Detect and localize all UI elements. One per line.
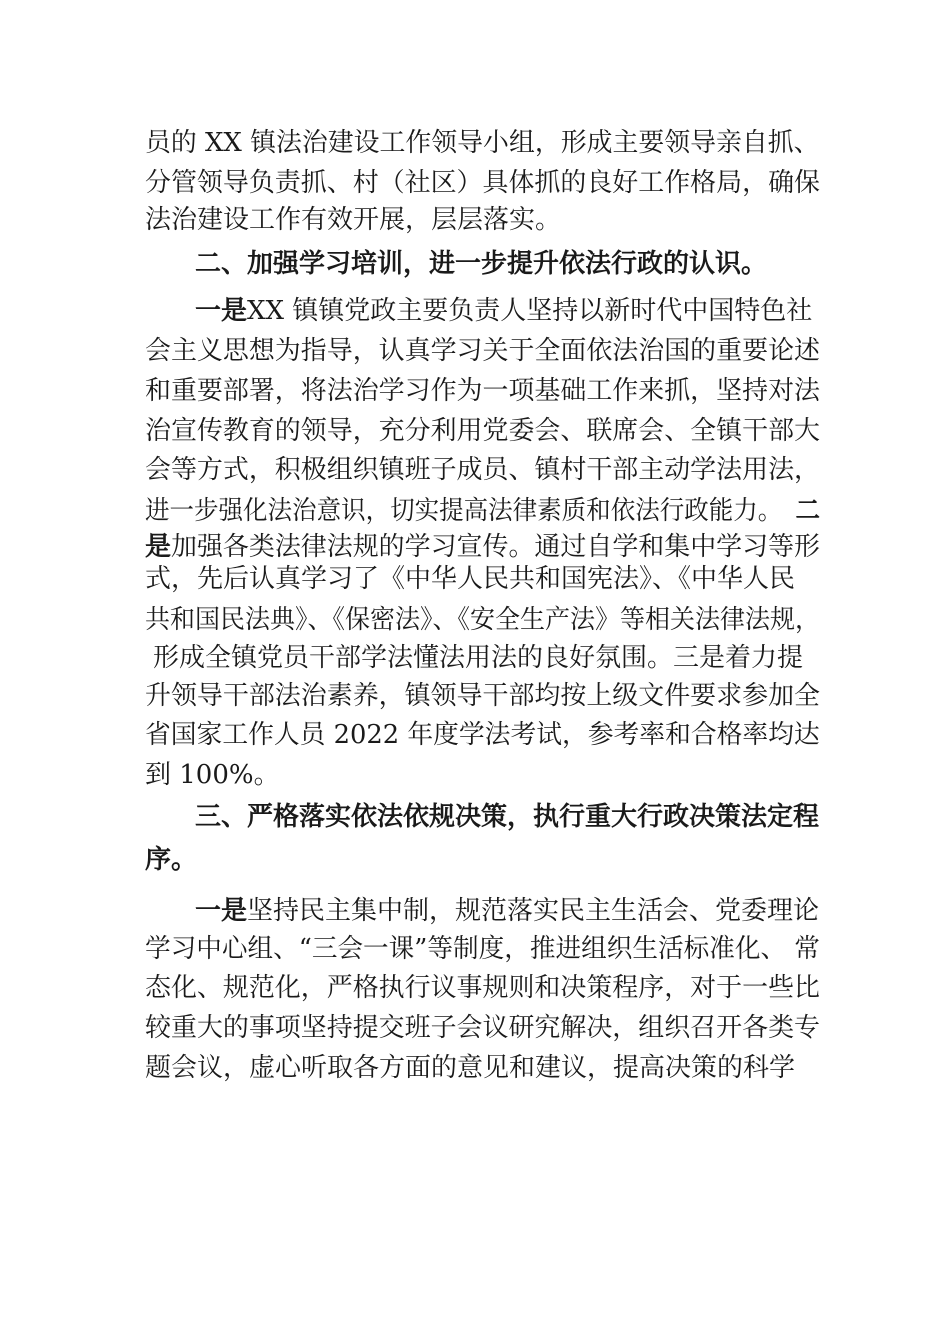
- paragraph-line: 较重大的事项坚持提交班子会议研究解决，组织召开各类专: [145, 1013, 821, 1043]
- paragraph-line: 治宣传教育的领导，充分利用党委会、联席会、全镇干部大: [145, 416, 821, 446]
- paragraph-line: 进一步强化法治意识，切实提高法律素质和依法行政能力。 二: [145, 496, 821, 526]
- paragraph-line: 会主义思想为指导，认真学习关于全面依法治国的重要论述: [145, 336, 821, 366]
- paragraph-line: 共和国民法典》、《保密法》、《安全生产法》等相关法律法规，: [145, 605, 820, 635]
- paragraph-line: 和重要部署，将法治学习作为一项基础工作来抓，坚持对法: [145, 376, 821, 406]
- section-heading-3: 三、严格落实依法依规决策，执行重大行政决策法定程: [195, 802, 820, 832]
- paragraph-line: 题会议，虚心听取各方面的意见和建议，提高决策的科学: [145, 1053, 796, 1083]
- section-heading-2: 二、加强学习培训，进一步提升依法行政的认识。: [195, 249, 768, 279]
- paragraph-line: 一是XX 镇镇党政主要负责人坚持以新时代中国特色社: [195, 296, 813, 326]
- emphasis-lead: 一是: [195, 296, 248, 326]
- paragraph-line: 省国家工作人员 2022 年度学法考试，参考率和合格率均达: [145, 720, 820, 750]
- paragraph-line: 形成全镇党员干部学法懂法用法的良好氛围。三是着力提: [153, 643, 804, 673]
- emphasis-lead: 一是: [195, 896, 248, 926]
- section-heading-3-cont: 序。: [145, 845, 198, 875]
- paragraph-line: 升领导干部法治素养，镇领导干部均按上级文件要求参加全: [145, 681, 821, 711]
- paragraph-line: 态化、规范化，严格执行议事规则和决策程序，对于一些比: [145, 973, 821, 1003]
- paragraph-line: 员的 XX 镇法治建设工作领导小组，形成主要领导亲自抓、: [145, 128, 820, 158]
- paragraph-line: 是加强各类法律法规的学习宣传。通过自学和集中学习等形: [145, 532, 821, 562]
- paragraph-line: 式，先后认真学习了《中华人民共和国宪法》、《中华人民: [145, 564, 796, 594]
- emphasis-lead: 是: [145, 532, 171, 562]
- emphasis-lead: 二: [795, 496, 821, 526]
- paragraph-line: 学习中心组、“三会一课”等制度，推进组织生活标准化、 常: [145, 934, 820, 964]
- paragraph-line: 会等方式，积极组织镇班子成员、镇村干部主动学法用法，: [145, 455, 821, 485]
- paragraph-line: 分管领导负责抓、村（社区）具体抓的良好工作格局，确保: [145, 168, 821, 198]
- paragraph-line: 一是坚持民主集中制，规范落实民主生活会、党委理论: [195, 896, 820, 926]
- paragraph-line: 法治建设工作有效开展，层层落实。: [145, 205, 562, 235]
- paragraph-line: 到 100%。: [145, 760, 280, 790]
